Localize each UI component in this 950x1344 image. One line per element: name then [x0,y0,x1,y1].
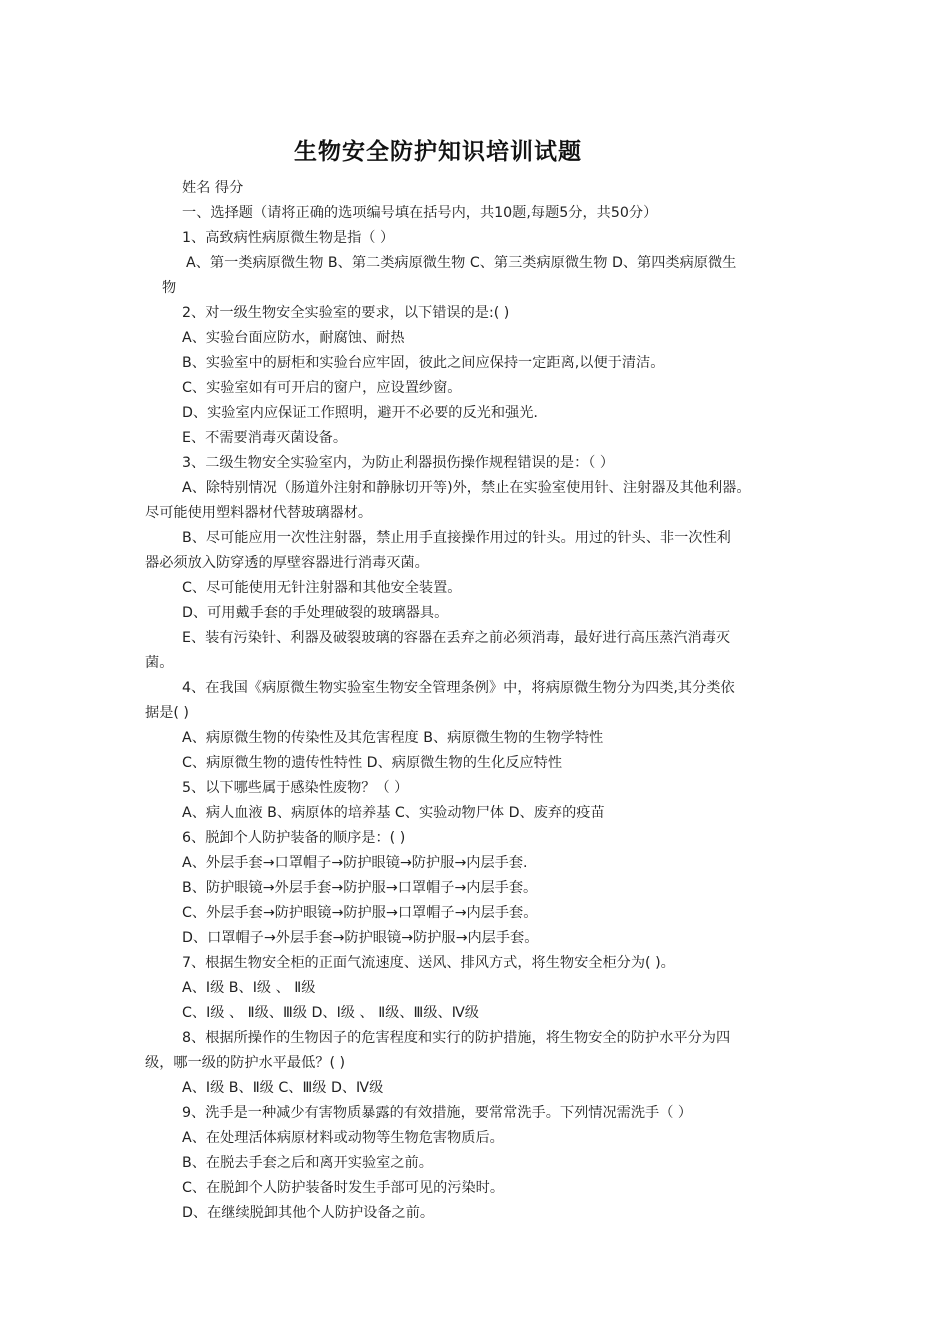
option-line: E、不需要消毒灭菌设备。 [182,430,348,446]
question-3: 3、二级生物安全实验室内，为防止利器损伤操作规程错误的是：（ ） [182,455,615,471]
option-line: D、口罩帽子→外层手套→防护眼镜→防护服→内层手套。 [182,930,539,946]
question-8: 8、根据所操作的生物因子的危害程度和实行的防护措施，将生物安全的防护水平分为四 [182,1030,731,1046]
option-line: A、实验台面应防水，耐腐蚀、耐热 [182,330,405,346]
option-line: A、在处理活体病原材料或动物等生物危害物质后。 [182,1130,504,1146]
option-line: B、防护眼镜→外层手套→防护服→口罩帽子→内层手套。 [182,880,538,896]
option-line: D、实验室内应保证工作照明，避开不必要的反光和强光. [182,405,538,421]
question-7: 7、根据生物安全柜的正面气流速度、送风、排风方式，将生物安全柜分为( )。 [182,955,675,971]
option-line: C、外层手套→防护眼镜→防护服→口罩帽子→内层手套。 [182,905,538,921]
question-2: 2、对一级生物安全实验室的要求，以下错误的是:( ) [182,305,510,321]
option-line: A、除特别情况（肠道外注射和静脉切开等)外，禁止在实验室使用针、注射器及其他利器。 [182,480,751,496]
option-line: E、装有污染针、利器及破裂玻璃的容器在丢弃之前必须消毒，最好进行高压蒸汽消毒灭 [182,630,731,646]
option-line: B、在脱去手套之后和离开实验室之前。 [182,1155,433,1171]
section-heading: 一、选择题（请将正确的选项编号填在括号内，共10题,每题5分，共50分） [182,205,658,221]
question-6: 6、脱卸个人防护装备的顺序是：( ) [182,830,406,846]
question-5: 5、以下哪些属于感染性废物？（ ） [182,780,409,796]
option-line: 菌。 [145,655,174,671]
option-line: B、尽可能应用一次性注射器，禁止用手直接操作用过的针头。用过的针头、非一次性利 [182,530,731,546]
option-line: 物 [162,280,177,296]
option-line: A、病原微生物的传染性及其危害程度 B、病原微生物的生物学特性 [182,730,604,746]
option-line: A、第一类病原微生物 B、第二类病原微生物 C、第三类病原微生物 D、第四类病原微生 [186,255,737,271]
question-1: 1、高致病性病原微生物是指（ ） [182,230,395,246]
name-score-line: 姓名 得分 [182,180,244,196]
question-8-cont: 级，哪一级的防护水平最低？( ) [145,1055,346,1071]
question-9: 9、洗手是一种减少有害物质暴露的有效措施，要常常洗手。下列情况需洗手（ ） [182,1105,693,1121]
option-line: 尽可能使用塑料器材代替玻璃器材。 [145,505,373,521]
option-line: A、外层手套→口罩帽子→防护眼镜→防护服→内层手套. [182,855,528,871]
option-line: C、在脱卸个人防护装备时发生手部可见的污染时。 [182,1180,505,1196]
page-title: 生物安全防护知识培训试题 [294,138,582,165]
option-line: A、病人血液 B、病原体的培养基 C、实验动物尸体 D、废弃的疫苗 [182,805,605,821]
question-4: 4、在我国《病原微生物实验室生物安全管理条例》中，将病原微生物分为四类,其分类依 [182,680,735,696]
option-line: A、Ⅰ级 B、Ⅰ级 、 Ⅱ级 [182,980,316,996]
option-line: C、病原微生物的遗传性特性 D、病原微生物的生化反应特性 [182,755,563,771]
option-line: C、实验室如有可开启的窗户，应设置纱窗。 [182,380,462,396]
question-4-cont: 据是( ) [145,705,189,721]
option-line: D、在继续脱卸其他个人防护设备之前。 [182,1205,435,1221]
option-line: B、实验室中的厨柜和实验台应牢固，彼此之间应保持一定距离,以便于清洁。 [182,355,665,371]
option-line: C、尽可能使用无针注射器和其他安全装置。 [182,580,462,596]
option-line: D、可用戴手套的手处理破裂的玻璃器具。 [182,605,449,621]
option-line: A、Ⅰ级 B、Ⅱ级 C、Ⅲ级 D、Ⅳ级 [182,1080,384,1096]
option-line: 器必须放入防穿透的厚壁容器进行消毒灭菌。 [145,555,429,571]
option-line: C、Ⅰ级 、 Ⅱ级、Ⅲ级 D、Ⅰ级 、 Ⅱ级、Ⅲ级、Ⅳ级 [182,1005,479,1021]
